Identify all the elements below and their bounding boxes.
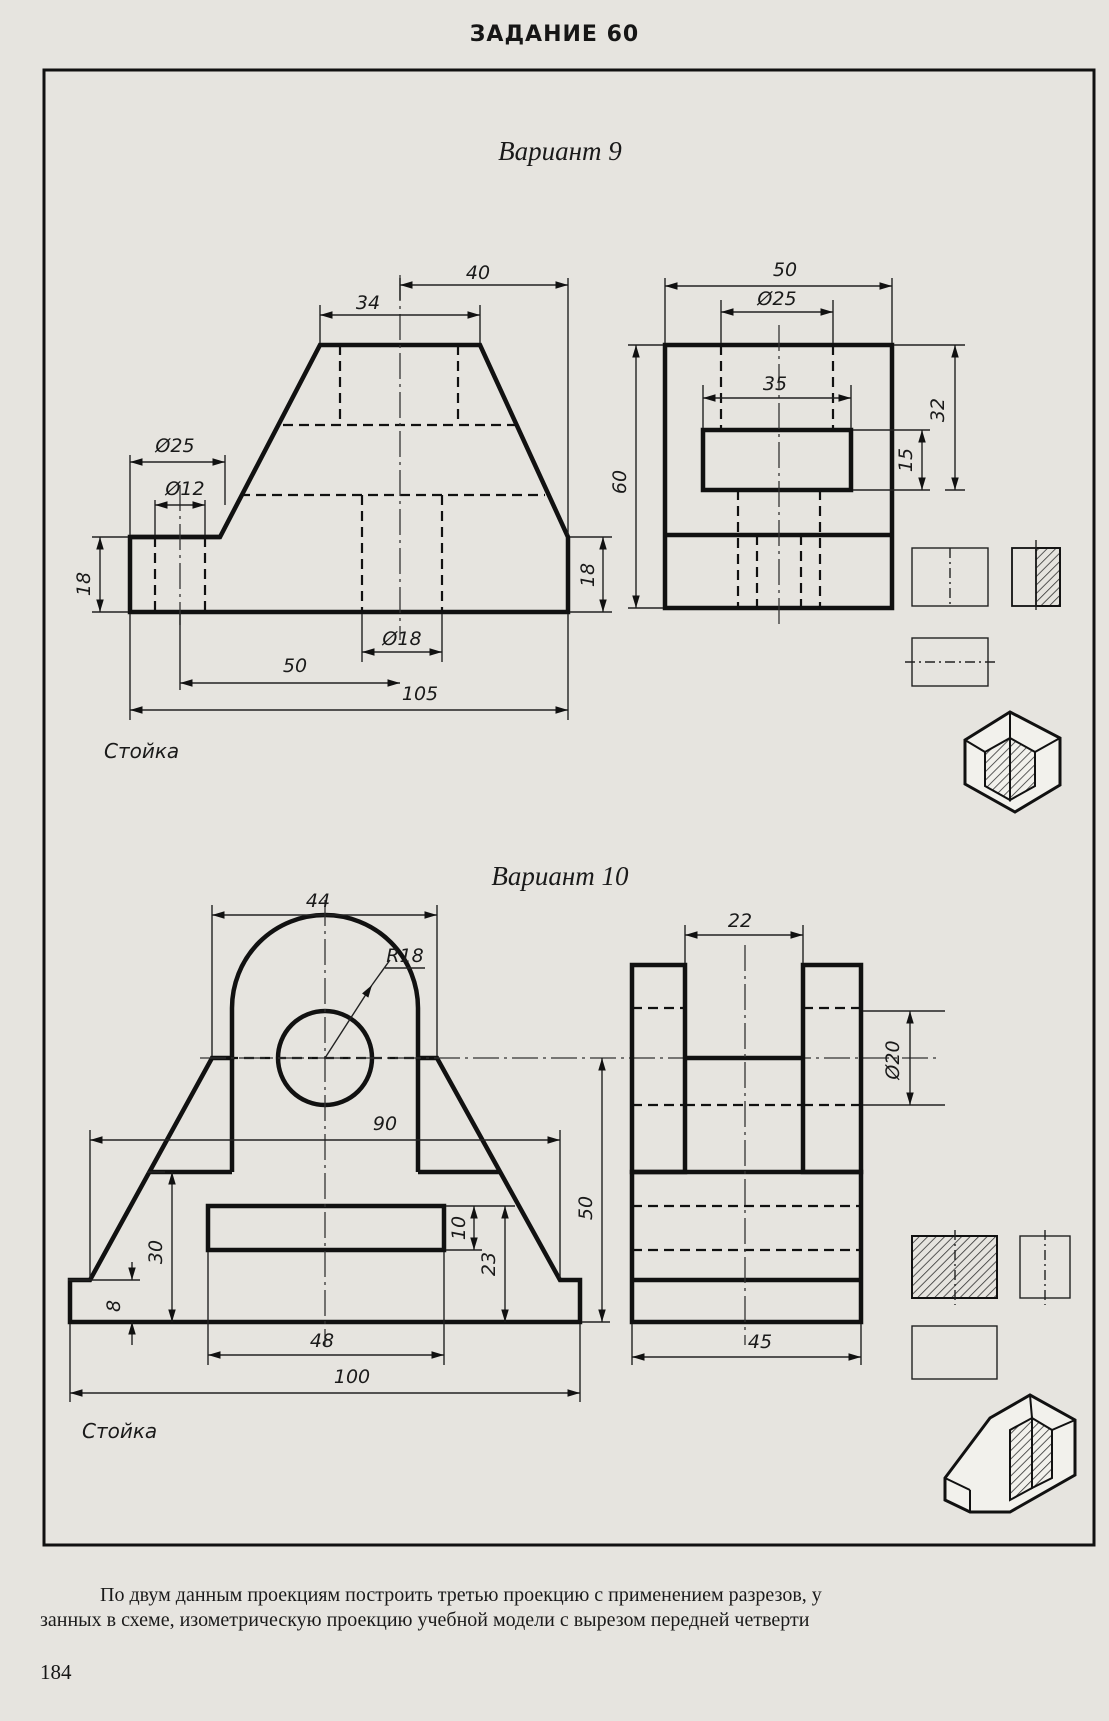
- dim-30: 30: [145, 1239, 167, 1265]
- side-dim-15: 15: [895, 447, 917, 473]
- dim-diameter-18: Ø18: [382, 628, 422, 650]
- dim-18-right: 18: [577, 562, 599, 588]
- dim-100: 100: [333, 1366, 371, 1388]
- side-dim-35: 35: [762, 373, 788, 395]
- dim-r18: R18: [386, 945, 424, 967]
- dim-8: 8: [103, 1299, 125, 1313]
- variant-10-section-scheme: [912, 1230, 1070, 1379]
- variant-9-title: Вариант 9: [498, 136, 622, 166]
- variant-10-front-dimensions: [68, 890, 610, 1443]
- variant-9-front-view: [130, 275, 568, 640]
- side-dim-60: 60: [609, 469, 631, 495]
- variant-10-side-dimensions: [632, 910, 945, 1365]
- variant-9-caption: Стойка: [104, 739, 180, 763]
- instructions-line-1: По двум данным проекциям построить третью проекцию с применением разрезов, у: [100, 1584, 822, 1606]
- side-dim-32: 32: [927, 397, 949, 423]
- dim-40: 40: [465, 262, 491, 284]
- side-dim-45: 45: [747, 1331, 773, 1353]
- instructions-line-2: занных в схеме, изометрическую проекцию учебной модели с вырезом передней четверти: [40, 1609, 810, 1631]
- variant-9-isometric-icon: [965, 712, 1060, 812]
- dim-34: 34: [355, 292, 381, 314]
- dim-diameter-12: Ø12: [165, 478, 205, 500]
- dim-diameter-25: Ø25: [155, 435, 195, 457]
- page-number: 184: [40, 1660, 72, 1684]
- dim-18-left: 18: [73, 571, 95, 597]
- variant-10-title: Вариант 10: [491, 861, 629, 891]
- side-dim-22: 22: [727, 910, 753, 932]
- dim-50-height: 50: [575, 1195, 597, 1221]
- variant-9-section-scheme: [905, 540, 1060, 686]
- variant-10-isometric-icon: [945, 1395, 1075, 1512]
- instructions: [40, 1583, 1090, 1633]
- page-title: ЗАДАНИЕ 60: [469, 22, 640, 47]
- side-dim-diameter-20: Ø20: [882, 1040, 904, 1080]
- dim-90: 90: [372, 1113, 398, 1135]
- variant-9-front-dimensions: [73, 262, 612, 763]
- variant-10-caption: Стойка: [82, 1419, 158, 1443]
- dim-44: 44: [305, 890, 331, 912]
- dim-48: 48: [309, 1330, 335, 1352]
- side-dim-50: 50: [772, 259, 798, 281]
- dim-50: 50: [282, 655, 308, 677]
- dim-105: 105: [401, 683, 439, 705]
- dim-10: 10: [448, 1215, 470, 1241]
- side-dim-diameter-25: Ø25: [757, 288, 797, 310]
- variant-9-side-view: [665, 325, 892, 625]
- dim-23: 23: [478, 1251, 500, 1277]
- variant-10-side-view: [632, 945, 861, 1345]
